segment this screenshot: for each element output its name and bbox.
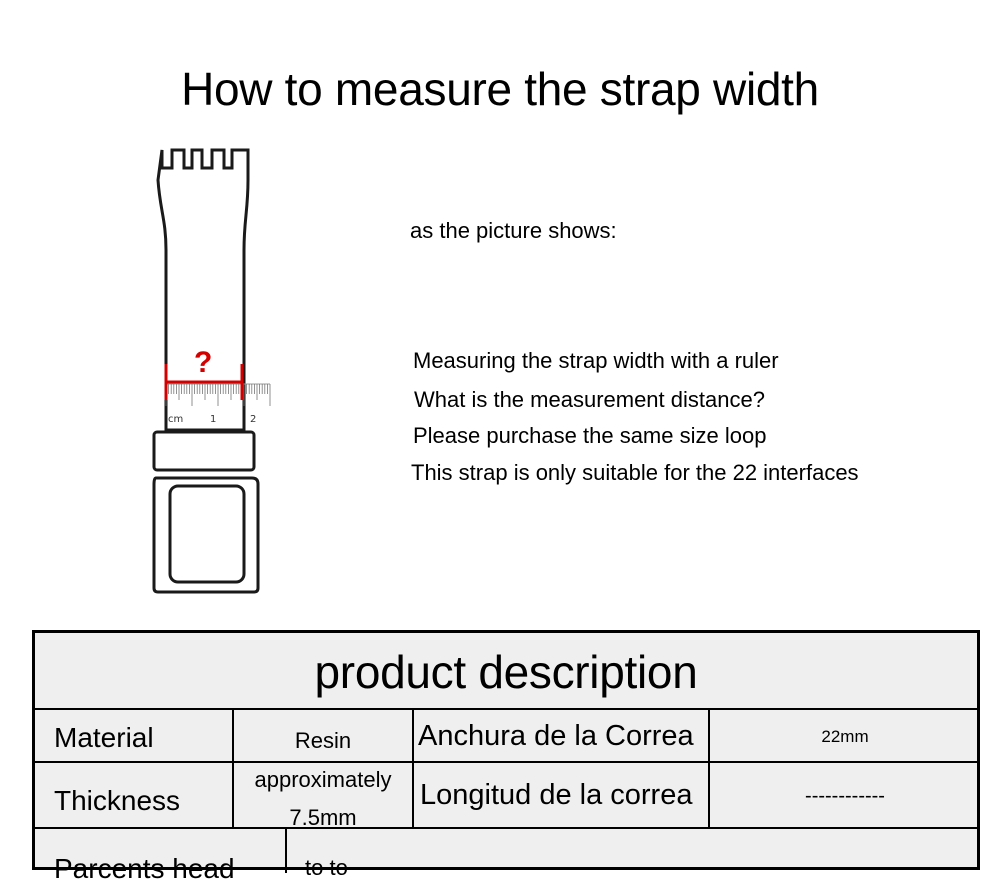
row-value-thickness-line1: approximately xyxy=(254,767,392,792)
row-value-thickness-line2: 7.5mm xyxy=(289,805,357,830)
row-label-strap-width: Anchura de la Correa xyxy=(418,720,694,752)
column-divider xyxy=(285,827,287,873)
row-label-thickness: Thickness xyxy=(54,785,181,816)
strap-loop xyxy=(154,432,254,470)
instructions-intro: as the picture shows: xyxy=(410,218,617,243)
column-divider xyxy=(708,708,710,827)
ruler-label-2: 2 xyxy=(250,414,257,425)
ruler-label-cm: cm xyxy=(168,414,184,425)
table-divider xyxy=(35,708,977,710)
instruction-line-1: Measuring the strap width with a ruler xyxy=(413,348,779,373)
table-divider xyxy=(35,761,977,763)
row-label-material: Material xyxy=(54,722,154,753)
instruction-line-4: This strap is only suitable for the 22 interfaces xyxy=(411,460,859,485)
table-title: product description xyxy=(314,646,698,698)
product-description-table xyxy=(32,630,980,884)
column-divider xyxy=(412,708,414,827)
row-label-strap-length: Longitud de la correa xyxy=(420,779,693,811)
table-divider xyxy=(35,827,977,829)
question-mark: ? xyxy=(194,346,213,379)
row-value-strap-width: 22mm xyxy=(821,727,869,746)
row-value-partial: to to xyxy=(305,855,348,880)
row-value-strap-length: ------------ xyxy=(805,785,885,807)
row-value-material: Resin xyxy=(294,728,352,753)
row-label-partial: Parcents head xyxy=(54,853,235,884)
page-title: How to measure the strap width xyxy=(181,63,819,115)
strap-illustration xyxy=(140,140,280,600)
ruler-label-1: 1 xyxy=(210,414,217,425)
instruction-line-2: What is the measurement distance? xyxy=(414,387,765,412)
instruction-line-3: Please purchase the same size loop xyxy=(413,423,767,448)
buckle-frame xyxy=(170,486,244,582)
